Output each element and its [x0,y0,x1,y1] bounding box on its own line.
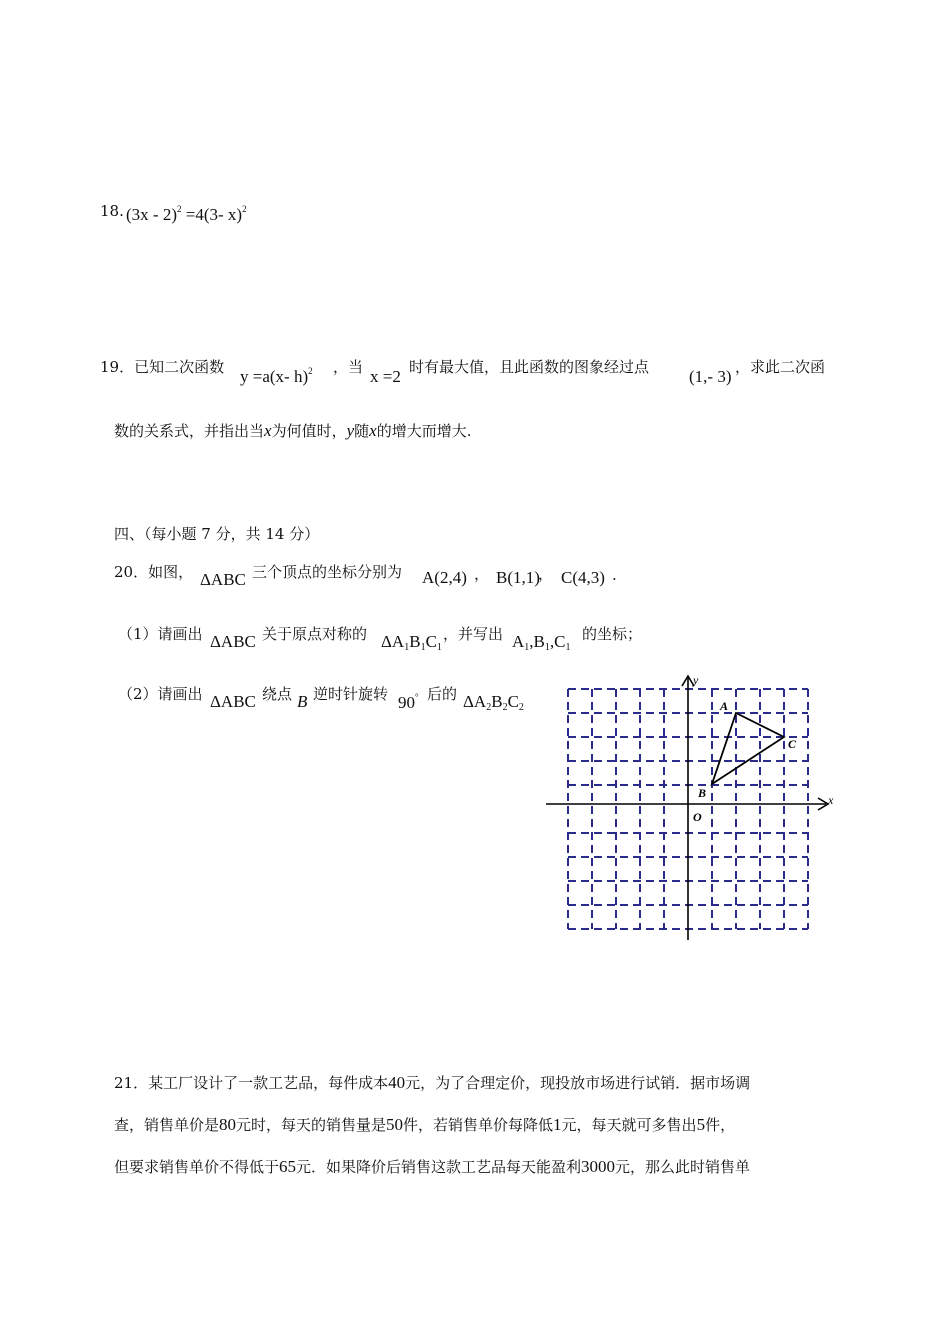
q20-p2-sub-c: 2 [518,702,524,713]
q19-line2 [114,420,471,441]
q21-l2-a: 查，销售单价是 [114,1116,220,1134]
q20-p2-sub-a: 2 [486,702,492,713]
q19-tail: ，求此二次函 [735,358,826,376]
q20-p1-pt-a: A [512,632,525,651]
q21-l3-a: 但要求销售单价不得低于 [114,1158,280,1176]
q19-l2-d: 的增大而增大. [376,422,472,440]
q19-y1: y [346,421,355,440]
q20-sep1: ， [474,565,490,583]
q20-point-a: A(2,4) [422,568,467,587]
q20-p1-sub-a: 1 [404,642,410,653]
q20-p1-sub-b: 1 [420,642,426,653]
q19-condition: x =2 [370,367,401,386]
q20-part2-angle [398,692,419,713]
q18-number: 18. [100,202,124,220]
q19-l2-b: 为何值时， [271,422,347,440]
q21-line3 [114,1148,750,1186]
q20-p1-tri2-b: B [409,632,421,651]
section4-title: 四、（每小题 7 分，共 14 分） [114,525,320,543]
q20-p2-tri2-c: C [507,692,519,711]
q21-l1-a: 21．某工厂设计了一款工艺品，每件成本 [114,1074,389,1092]
q20-p2-tri2-b: B [491,692,503,711]
q19-mid: 时有最大值，且此函数的图象经过点 [409,358,650,376]
coordinate-grid-figure [540,668,840,948]
q20-p2-sub-b: 2 [502,702,508,713]
q20-p1-pt-c: C [554,632,566,651]
q20-p2-angle-val: 90 [398,693,415,712]
q20-p1-sub-c: 1 [436,642,442,653]
q20-part1-triangle: ΔABC [210,632,256,651]
q20-part1-end: 的坐标； [582,625,643,643]
origin-label: O [693,810,702,824]
q20-p2-tri2-a: ΔA [463,692,487,711]
q18-equation [126,204,247,225]
q20-point-c: C(4,3) [561,568,605,587]
q20-part2-mid: 绕点 [262,685,293,703]
q20-part1-mid2: ，并写出 [443,625,504,643]
q18-rhs: (3- x) [203,205,243,224]
q18-lhs: (3x - 2) [126,205,177,224]
q21-line1 [114,1064,750,1102]
q20-p1-pt-sub-c: 1 [565,642,571,653]
y-axis-label: y [693,673,699,687]
x-axis-label: x [828,793,834,807]
q19-l2-c: 随 [354,422,370,440]
q21-l3-c: 元，那么此时销售单 [615,1158,751,1176]
q20-p1-tri2-a: ΔA [381,632,405,651]
q21-l1-b: 元，为了合理定价，现投放市场进行试销．据市场调 [405,1074,751,1092]
q19-func-text: y =a(x- h) [240,367,309,386]
q19-comma: ，当 [333,358,364,376]
vertex-c-label: C [788,737,797,751]
q19-x1: x [264,421,272,440]
q20-p1-comma-a: , [529,632,534,651]
q19-func-exp: 2 [308,366,313,376]
q20-mid: 三个顶点的坐标分别为 [252,563,403,581]
q20-number: 20．如图， [114,563,194,581]
q21-l2-c: 件，若销售单价每降低 [403,1116,554,1134]
q20-p2-point-b: B [297,692,308,711]
q19-l2-a: 数的关系式，并指出当 [114,422,265,440]
q19-x2: x [369,421,377,440]
q21-l2-b: 元时，每天的销售量是 [236,1116,387,1134]
q19-function [240,366,313,387]
q20-part1-mid: 关于原点对称的 [262,625,368,643]
q21-n65: 65 [279,1157,297,1176]
q20-sep2: ， [538,565,554,583]
q18-exp1: 2 [176,204,182,214]
q20-part2-end: 后的 [427,685,458,703]
q21-n3000: 3000 [581,1157,616,1176]
q21-line2 [114,1106,735,1144]
q19-line1-start: 19．已知二次函数 [100,358,225,376]
q20-part2-tri2 [463,692,524,713]
q19-point: (1,- 3) [689,367,732,386]
q20-end: . [612,566,617,584]
q21-l2-d: 元，每天就可多售出 [561,1116,697,1134]
q20-part2-label: （2）请画出 [118,685,203,703]
q20-p1-tri2-c: C [425,632,437,651]
q20-point-b: B(1,1) [496,568,540,587]
q18-exp2: 2 [242,204,247,214]
q20-p2-angle-deg: ° [415,692,419,702]
vertex-a-label: A [720,699,729,713]
q20-p1-pt-sub-b: 1 [544,642,550,653]
q21-l2-e: 件， [705,1116,736,1134]
q20-part2-triangle: ΔABC [210,692,256,711]
q21-l3-b: 元．如果降价后销售这款工艺品每天能盈利 [296,1158,582,1176]
vertex-b-label: B [698,786,707,800]
q21-n5: 5 [696,1115,706,1134]
q20-part1-points [512,632,570,653]
q21-n40: 40 [388,1073,406,1092]
q20-part2-point [297,692,307,712]
q20-part1-label: （1）请画出 [118,625,203,643]
q20-p1-pt-sub-a: 1 [524,642,530,653]
q21-n50: 50 [386,1115,404,1134]
q20-part2-mid2: 逆时针旋转 [313,685,389,703]
q18-equals: =4 [185,205,204,224]
q21-n80: 80 [219,1115,237,1134]
q20-p1-pt-b: B [533,632,545,651]
q20-triangle: ΔABC [200,570,246,589]
q20-p1-comma-b: , [549,632,555,651]
q20-part1-tri2 [381,632,442,653]
triangle-abc [712,713,784,784]
q21-n1: 1 [553,1115,562,1134]
